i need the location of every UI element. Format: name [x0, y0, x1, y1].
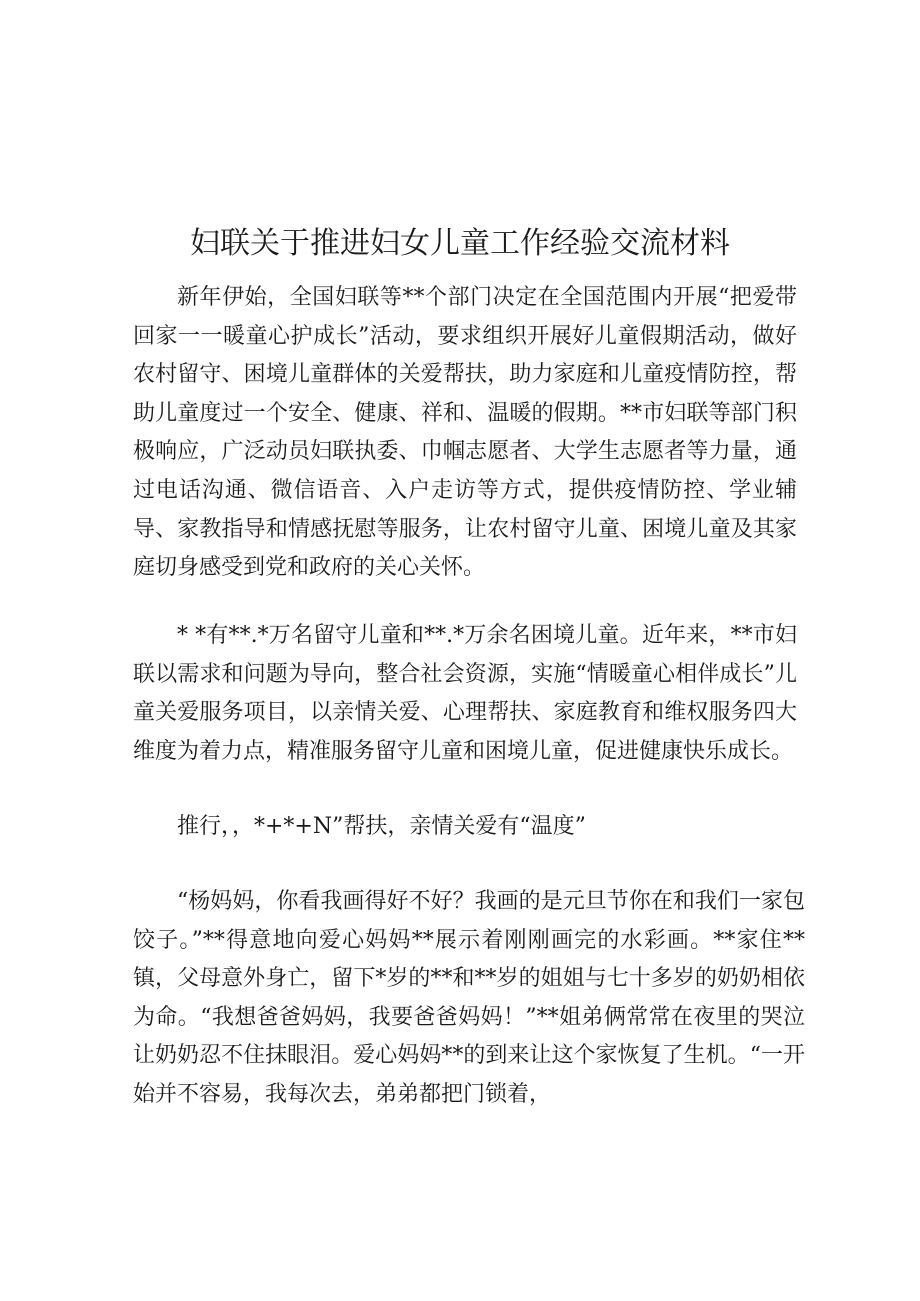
document-title: 妇联关于推进妇女儿童工作经验交流材料 [190, 226, 730, 261]
paragraph-overview: * *有**.*万名留守儿童和**.*万余名困境儿童。近年来，**市妇联以需求和问题为导向，整合社会资源，实施“情暖童心相伴成长”儿童关爱服务项目，以亲情关爱、心理帮扶、家庭教育和维权服务四大维度为着力点，精准服务留守儿童和困境儿童，促进健康快乐成长。 [133, 623, 797, 764]
paragraph-story: “杨妈妈，你看我画得好不好？我画的是元旦节你在和我们一家包饺子。”**得意地向爱心妈妈**展示着刚刚画完的水彩画。**家住**镇，父母意外身亡，留下*岁的**和**岁的姐姐与七十多岁的奶奶相依为命。“我想爸爸妈妈，我要爸爸妈妈！”**姐弟俩常常在夜里的哭泣让奶奶忍不住抹眼泪。爱心妈妈**的到来让这个家恢复了生机。“一开始并不容易，我每次去，弟弟都把门锁着， [133, 889, 805, 1107]
paragraph-intro: 新年伊始，全国妇联等**个部门决定在全国范围内开展“把爱带回家一一暖童心护成长”活动，要求组织开展好儿童假期活动，做好农村留守、困境儿童群体的关爱帮扶，助力家庭和儿童疫情防控，帮助儿童度过一个安全、健康、祥和、温暖的假期。**市妇联等部门积极响应，广泛动员妇联执委、巾帼志愿者、大学生志愿者等力量，通过电话沟通、微信语音、入户走访等方式，提供疫情防控、学业辅导、家教指导和情感抚慰等服务，让农村留守儿童、困境儿童及其家庭切身感受到党和政府的关心关怀。 [133, 285, 797, 581]
section-heading: 推行，，*+*+N”帮扶，亲情关爱有“温度” [177, 814, 586, 839]
